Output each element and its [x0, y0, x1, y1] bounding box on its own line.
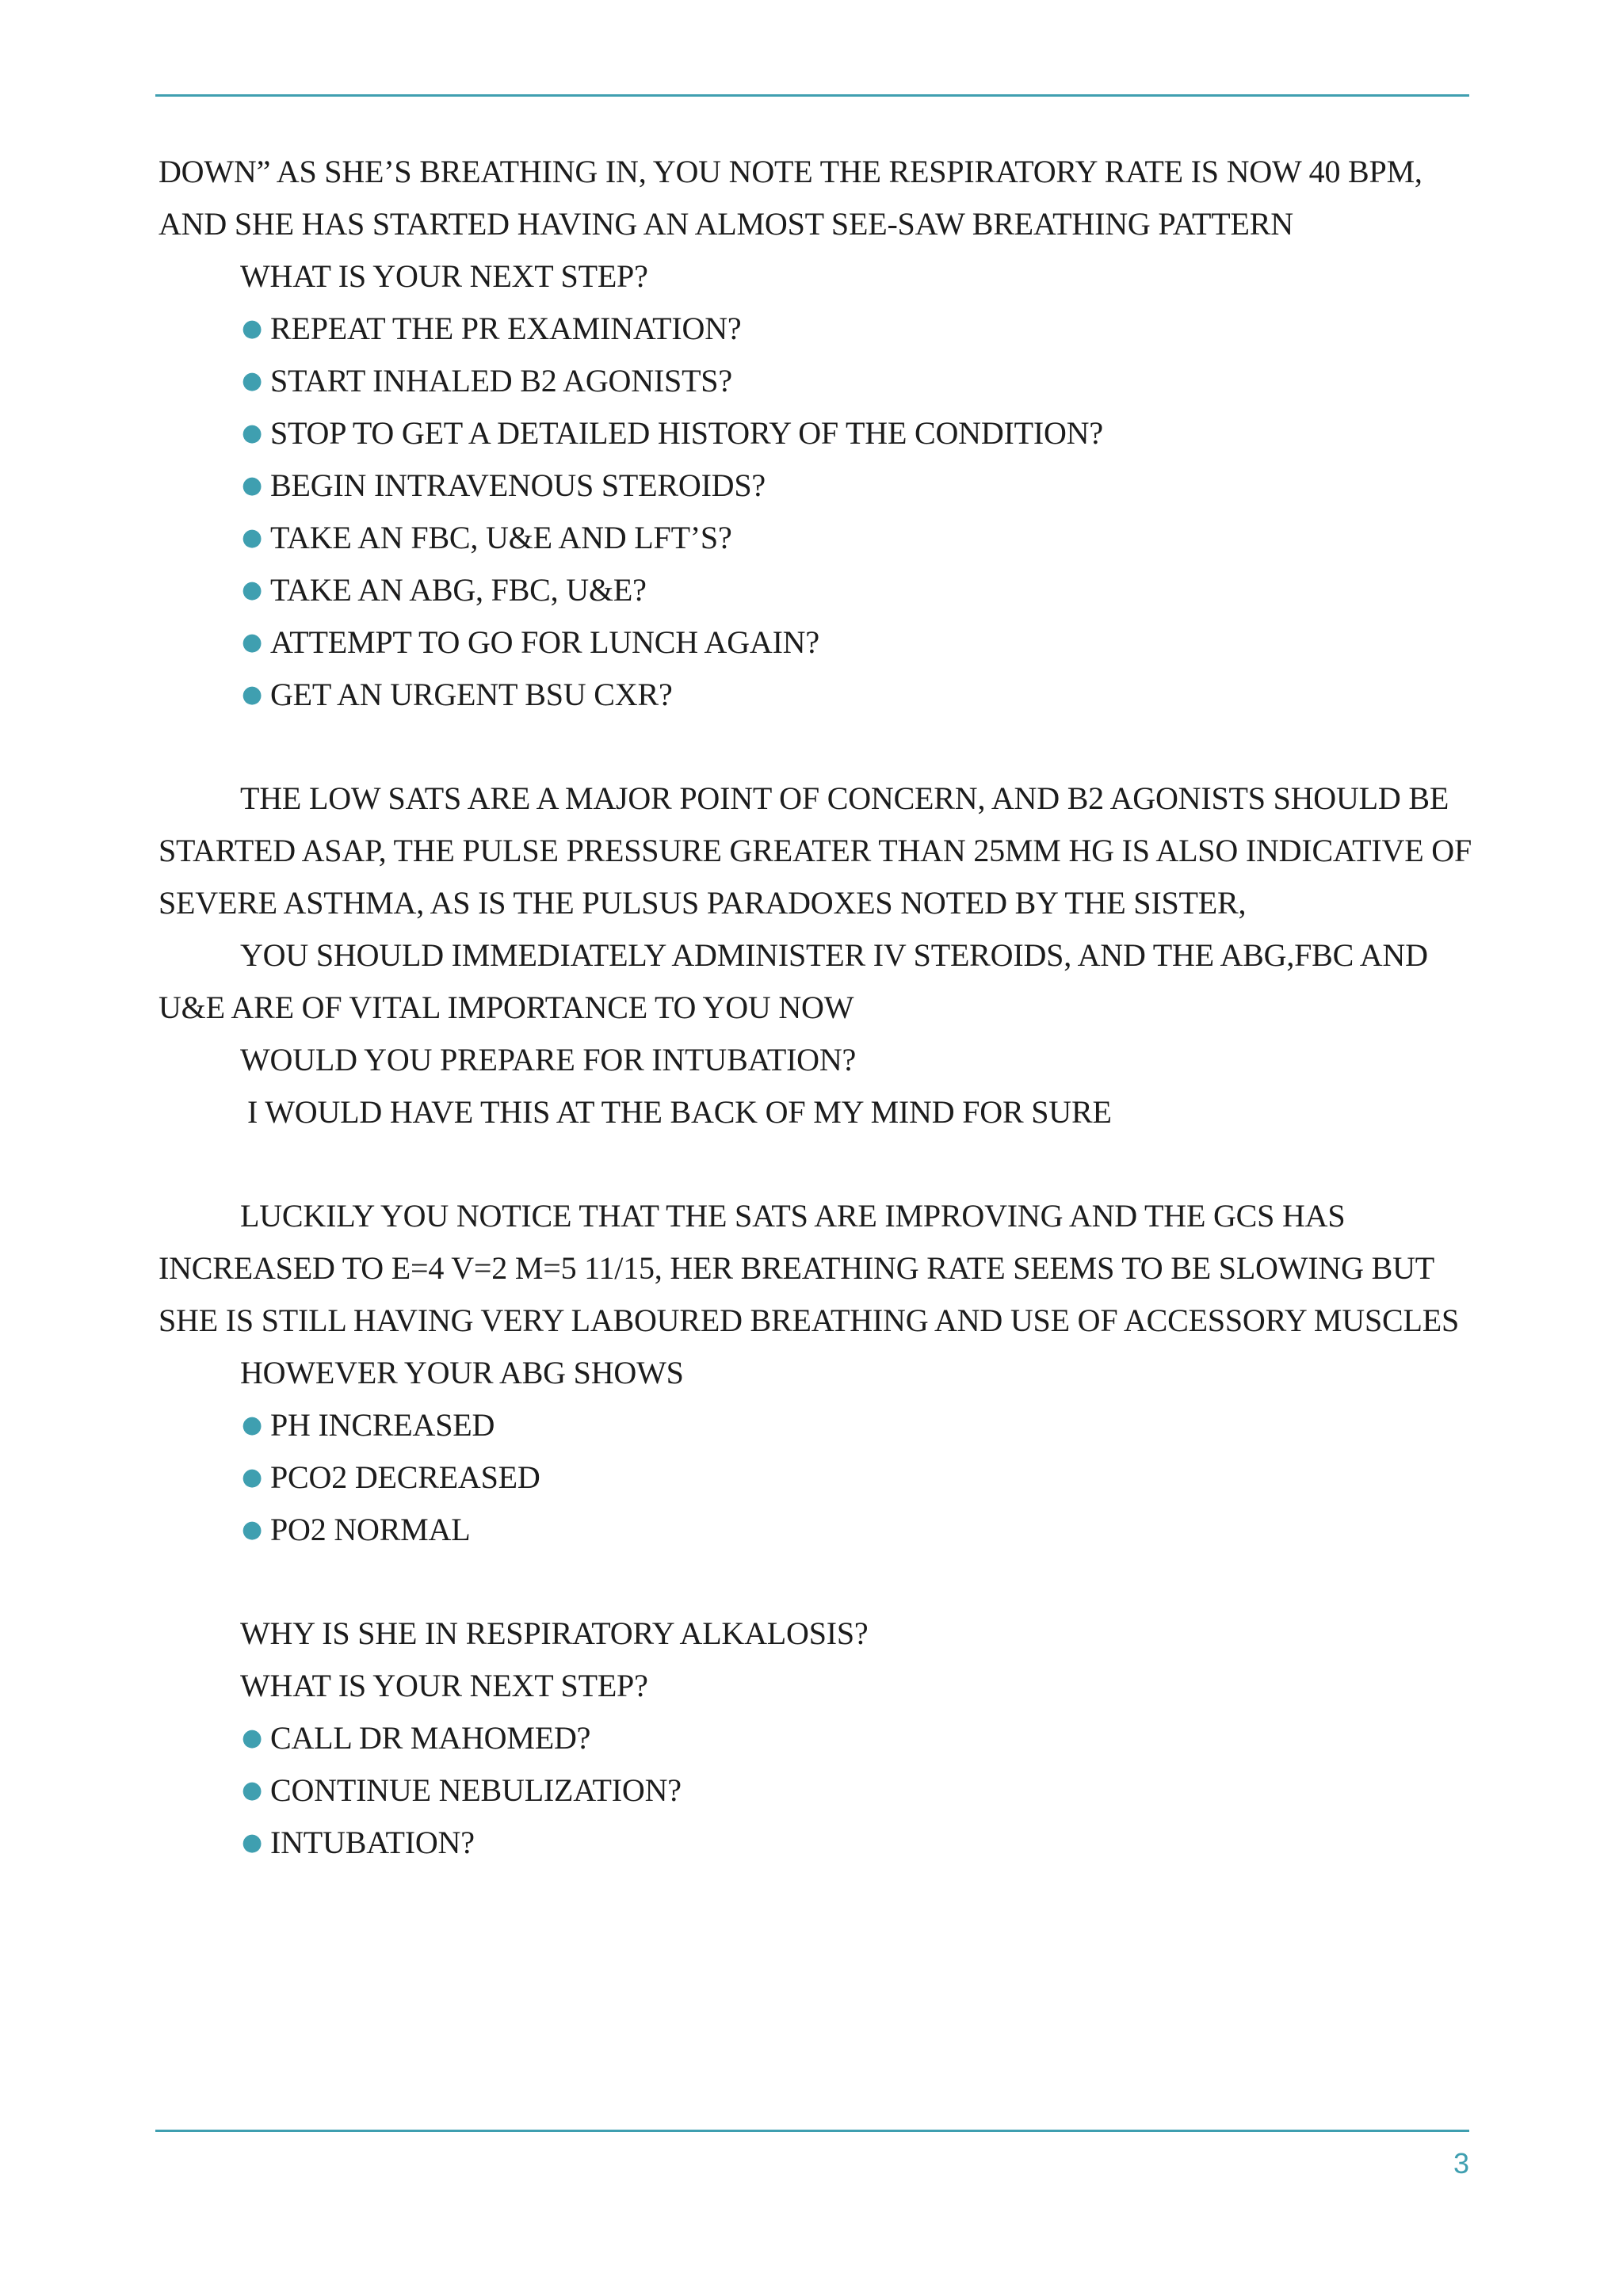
list-item: ● CALL DR MAHOMED?: [240, 1712, 1474, 1764]
section-spacer: [158, 1556, 1474, 1608]
list-item: ● BEGIN INTRAVENOUS STEROIDS?: [240, 460, 1474, 512]
list-item: ● PO2 NORMAL: [240, 1504, 1474, 1556]
paragraph-improvement: LUCKILY YOU NOTICE THAT THE SATS ARE IMPROVING AND THE GCS HAS INCREASED TO E=4 V=2 M=5 11/15, HER BREATHING RATE SEEMS TO BE SLOWING BUT SHE IS STILL HAVING VERY LABOURED BREATHING AND USE OF ACCESSORY MUSCLES: [158, 1198, 1459, 1338]
footer-rule: [155, 2130, 1469, 2132]
bullet-icon: ●: [242, 1724, 262, 1752]
bullet-icon: ●: [242, 471, 262, 499]
bullet-icon: ●: [242, 1411, 262, 1439]
list-item: ● STOP TO GET A DETAILED HISTORY OF THE CONDITION?: [240, 407, 1474, 460]
list-item: ● INTUBATION?: [240, 1817, 1474, 1869]
header-rule: [155, 94, 1469, 97]
bullet-icon: ●: [242, 524, 262, 551]
intubation-question: WOULD YOU PREPARE FOR INTUBATION?: [240, 1042, 857, 1077]
alkalosis-question: WHY IS SHE IN RESPIRATORY ALKALOSIS?: [240, 1615, 869, 1651]
list-item: ● REPEAT THE PR EXAMINATION?: [240, 303, 1474, 355]
bullet-icon: ●: [242, 628, 262, 656]
paragraph-concern: THE LOW SATS ARE A MAJOR POINT OF CONCERN, AND B2 AGONISTS SHOULD BE STARTED ASAP, THE PULSE PRESSURE GREATER THAN 25MM HG IS ALSO INDICATIVE OF SEVERE ASTHMA, AS IS THE PULSUS PARADOXES NOTED BY THE SISTER,: [158, 780, 1472, 921]
paragraph-continuation: DOWN” AS SHE’S BREATHING IN, YOU NOTE THE RESPIRATORY RATE IS NOW 40 BPM, AND SHE HAS STARTED HAVING AN ALMOST SEE-SAW BREATHING PATTERN: [158, 154, 1423, 242]
bullet-icon: ●: [242, 1776, 262, 1804]
list-item: ● START INHALED B2 AGONISTS?: [240, 355, 1474, 407]
bullet-icon: ●: [242, 1829, 262, 1856]
bullet-icon: ●: [242, 315, 262, 342]
bullet-icon: ●: [242, 1463, 262, 1491]
list-item: ● TAKE AN ABG, FBC, U&E?: [240, 564, 1474, 616]
bullet-icon: ●: [242, 576, 262, 604]
next-step-options-list: [158, 303, 1474, 721]
abg-results-list: [158, 1399, 1474, 1556]
list-item: ● TAKE AN FBC, U&E AND LFT’S?: [240, 512, 1474, 564]
list-item: ● PH INCREASED: [240, 1399, 1474, 1451]
bullet-icon: ●: [242, 367, 262, 395]
final-options-list: [158, 1712, 1474, 1869]
page-number: 3: [1453, 2147, 1469, 2180]
page-body: [158, 146, 1474, 1869]
paragraph-steroids: YOU SHOULD IMMEDIATELY ADMINISTER IV STEROIDS, AND THE ABG,FBC AND U&E ARE OF VITAL IMPORTANCE TO YOU NOW: [158, 937, 1428, 1025]
section-spacer: [158, 1138, 1474, 1190]
next-step-question: WHAT IS YOUR NEXT STEP?: [240, 258, 648, 294]
next-step-question-2: WHAT IS YOUR NEXT STEP?: [240, 1668, 648, 1703]
list-item: ● ATTEMPT TO GO FOR LUNCH AGAIN?: [240, 616, 1474, 669]
list-item: ● PCO2 DECREASED: [240, 1451, 1474, 1504]
bullet-icon: ●: [242, 1516, 262, 1543]
abg-intro: HOWEVER YOUR ABG SHOWS: [240, 1355, 684, 1390]
list-item: ● CONTINUE NEBULIZATION?: [240, 1764, 1474, 1817]
section-spacer: [158, 721, 1474, 772]
intubation-answer: I WOULD HAVE THIS AT THE BACK OF MY MIND FOR SURE: [247, 1094, 1112, 1130]
bullet-icon: ●: [242, 681, 262, 708]
list-item: ● GET AN URGENT BSU CXR?: [240, 669, 1474, 721]
bullet-icon: ●: [242, 419, 262, 447]
